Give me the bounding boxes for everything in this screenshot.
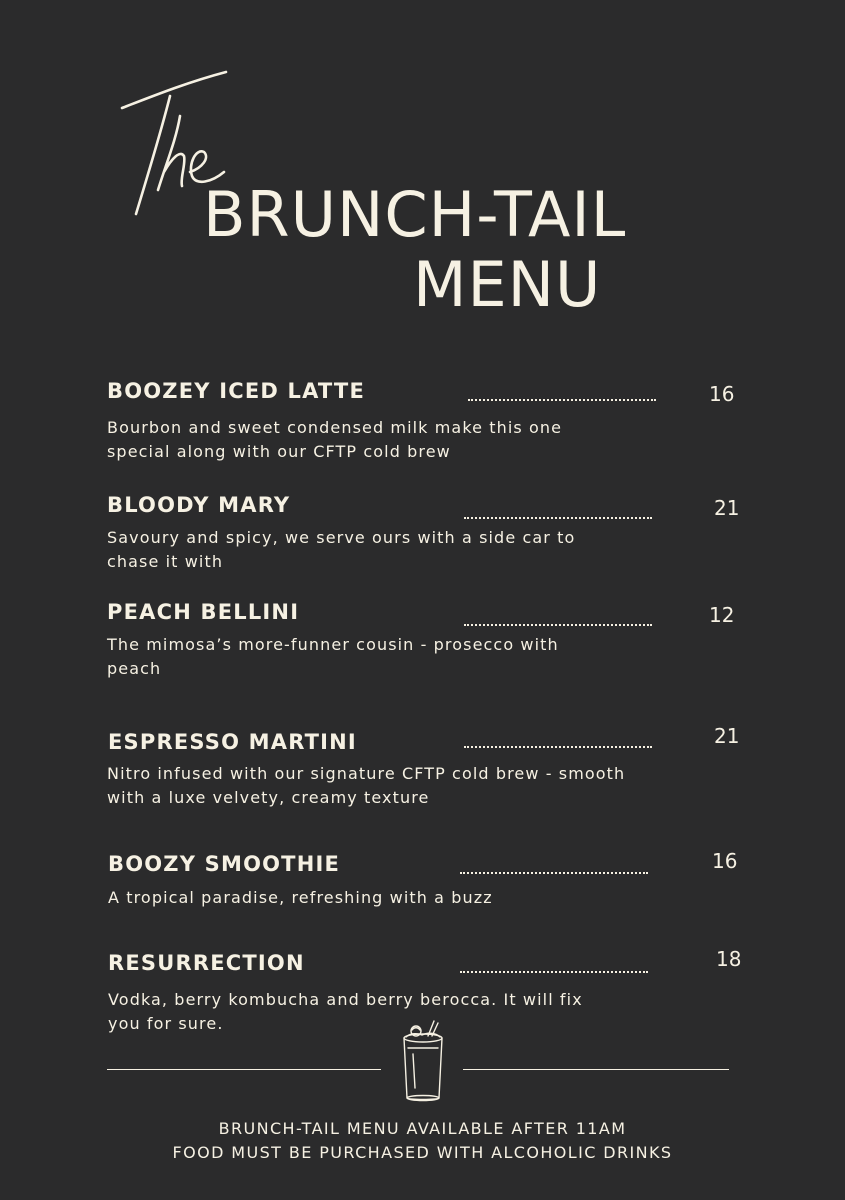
- dotted-leader: [464, 624, 652, 626]
- dotted-leader: [460, 872, 648, 874]
- title-brunch-tail: BRUNCH-TAIL: [203, 178, 627, 251]
- menu-item-price: 21: [714, 496, 740, 520]
- menu-item-description: The mimosa’s more-funner cousin - prosecco with peach: [107, 635, 559, 678]
- menu-item-price: 16: [712, 849, 738, 873]
- menu-item-description: Savoury and spicy, we serve ours with a side car to chase it with: [107, 528, 576, 571]
- divider-line-right: [463, 1069, 729, 1070]
- footer-food-note: FOOD MUST BE PURCHASED WITH ALCOHOLIC DRINKS: [172, 1143, 673, 1162]
- menu-item-description: Nitro infused with our signature CFTP cold brew - smooth with a luxe velvety, creamy texture: [107, 764, 626, 807]
- menu-item-price: 16: [709, 382, 735, 406]
- menu-item-price: 18: [716, 947, 742, 971]
- menu-item-name: BOOZY SMOOTHIE: [108, 852, 341, 876]
- dotted-leader: [468, 399, 656, 401]
- menu-item-name: BLOODY MARY: [107, 493, 291, 517]
- menu-item-price: 12: [709, 603, 735, 627]
- dotted-leader: [464, 517, 652, 519]
- footer-availability-note: BRUNCH-TAIL MENU AVAILABLE AFTER 11AM: [218, 1119, 627, 1138]
- menu-item-price: 21: [714, 724, 740, 748]
- menu-item-name: PEACH BELLINI: [107, 600, 300, 624]
- menu-item-description: Vodka, berry kombucha and berry berocca. It will fix you for sure.: [108, 990, 583, 1033]
- menu-item-name: ESPRESSO MARTINI: [108, 730, 357, 754]
- menu-item-name: BOOZEY ICED LATTE: [107, 379, 365, 403]
- menu-item-description: A tropical paradise, refreshing with a buzz: [108, 888, 493, 907]
- menu-item-description: Bourbon and sweet condensed milk make this one special along with our CFTP cold brew: [107, 418, 563, 461]
- dotted-leader: [460, 971, 648, 973]
- dotted-leader: [464, 746, 652, 748]
- menu-item-name: RESURRECTION: [108, 951, 305, 975]
- divider-line-left: [107, 1069, 381, 1070]
- cocktail-glass-icon: [398, 1018, 448, 1102]
- title-menu: MENU: [413, 248, 602, 321]
- menu-header: [0, 0, 845, 340]
